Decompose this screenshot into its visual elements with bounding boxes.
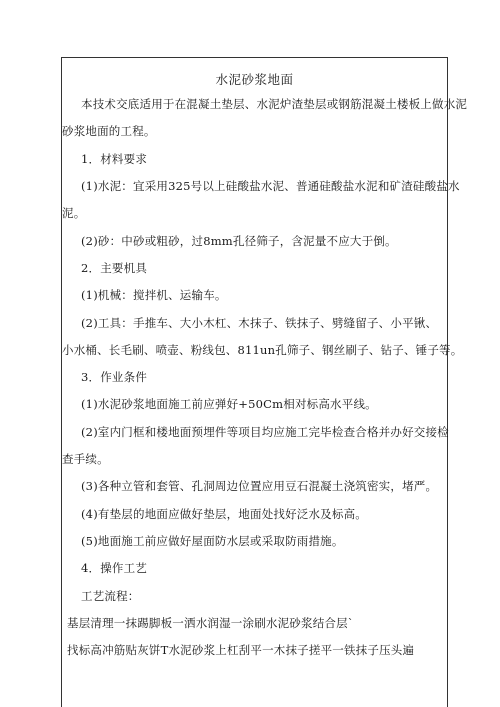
conditions-item-4: (4)有垫层的地面应做好垫层，地面处找好泛水及标高。 — [81, 507, 367, 521]
intro-line-2: 砂浆地面的工程。 — [62, 124, 156, 138]
intro-line-1: 本技术交底适用于在混凝土垫层、水泥炉渣垫层或钢筋混凝土楼板上做水泥 — [81, 97, 468, 111]
section-heading-equipment: 2．主要机具 — [81, 261, 148, 275]
document-title: 水泥砂浆地面 — [215, 72, 294, 87]
conditions-item-1: (1)水泥砂浆地面施工前应弹好+50Cm相对标高水平线。 — [81, 397, 377, 411]
materials-item-2: (2)砂：中砂或粗砂，过8mm孔径筛子，含泥量不应大于倒。 — [81, 234, 397, 248]
process-flow-label: 工艺流程： — [81, 589, 140, 603]
section-heading-materials: 1．材料要求 — [81, 152, 148, 166]
equipment-item-1: (1)机械：搅拌机、运输车。 — [81, 288, 227, 302]
equipment-item-2-line-1: (2)工具：手推车、大小木杠、木抹子、铁抹子、劈缝留子、小平锹、 — [81, 316, 438, 330]
conditions-item-2-line-1: (2)室内门框和楼地面预埋件等项目均应施工完毕检查合格并办好交接检 — [81, 425, 449, 439]
process-flow-line-2: 找标高冲筋贴灰饼T水泥砂浆上杠刮平一木抹子搓平一铁抹子压头遍 — [67, 643, 415, 657]
conditions-item-5: (5)地面施工前应做好屋面防水层或采取防雨措施。 — [81, 534, 344, 548]
document-frame — [61, 57, 468, 707]
materials-item-1-line-1: (1)水泥：宜采用325号以上硅酸盐水泥、普通硅酸盐水泥和矿渣硅酸盐水 — [81, 179, 460, 193]
process-flow-line-1: 基层清理一抹踢脚板一洒水润湿一涂刷水泥砂浆结合层` — [67, 616, 354, 630]
equipment-item-2-line-2: 小水桶、长毛刷、喷壶、粉线包、811un孔筛子、钢丝刷子、钻子、锤子等。 — [62, 343, 463, 357]
section-heading-conditions: 3．作业条件 — [81, 370, 148, 384]
materials-item-1-line-2: 泥。 — [62, 206, 86, 220]
conditions-item-3: (3)各种立管和套管、孔洞周边位置应用豆石混凝土浇筑密实，堵严。 — [81, 479, 438, 493]
conditions-item-2-line-2: 查手续。 — [62, 452, 109, 466]
section-heading-process: 4．操作工艺 — [81, 561, 148, 575]
